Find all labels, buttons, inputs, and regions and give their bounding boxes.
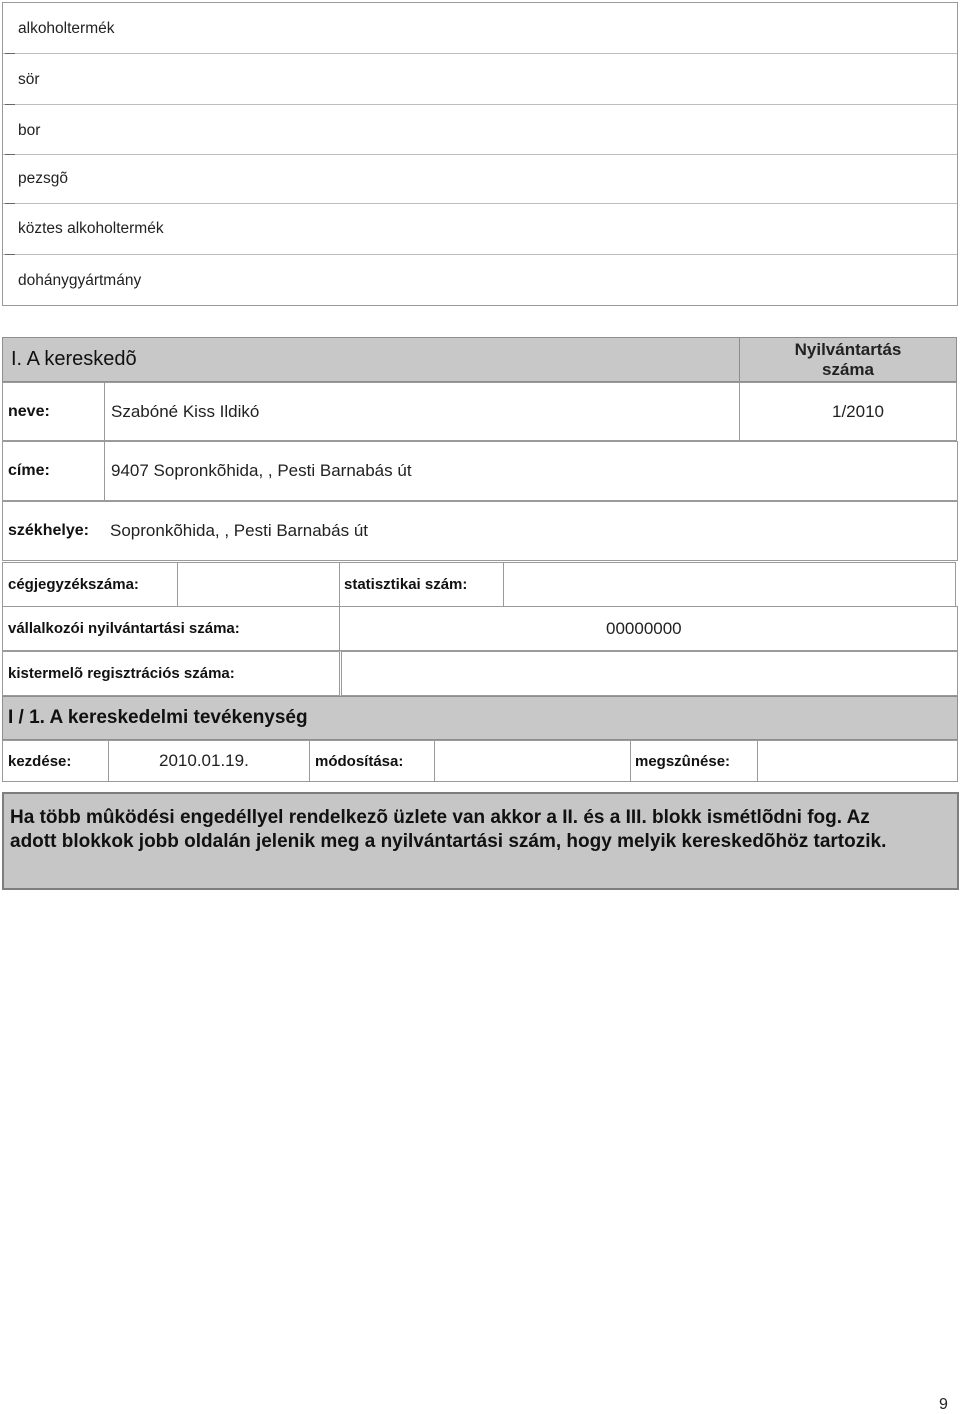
smallproducer-label-cell bbox=[2, 651, 340, 696]
stat-label-cell bbox=[339, 562, 504, 607]
merchant-section-header bbox=[2, 337, 740, 382]
divider bbox=[5, 203, 15, 204]
divider bbox=[5, 254, 15, 255]
list-item bbox=[3, 54, 957, 105]
registration-header bbox=[739, 337, 957, 382]
stat-label: statisztikai szám: bbox=[344, 576, 468, 593]
list-item bbox=[3, 105, 957, 155]
smallproducer-value-cell bbox=[339, 651, 958, 696]
divider bbox=[5, 104, 15, 105]
page-number: 9 bbox=[939, 1396, 948, 1413]
start-label: kezdése: bbox=[8, 752, 72, 770]
end-label-cell bbox=[630, 740, 758, 782]
start-label-cell bbox=[2, 740, 109, 782]
note-box bbox=[2, 792, 959, 890]
divider bbox=[5, 53, 15, 54]
list-item bbox=[3, 204, 957, 255]
name-value: Szabóné Kiss Ildikó bbox=[111, 401, 260, 421]
list-item bbox=[3, 3, 957, 54]
divider bbox=[5, 154, 15, 155]
company-reg-value-cell bbox=[177, 562, 340, 607]
product-list bbox=[2, 2, 958, 306]
product-label: alkoholtermék bbox=[18, 20, 115, 37]
company-reg-label: cégjegyzékszáma: bbox=[8, 576, 139, 593]
company-reg-label-cell bbox=[2, 562, 178, 607]
end-label: megszûnése: bbox=[635, 752, 731, 770]
name-label-cell bbox=[2, 382, 105, 441]
product-label: pezsgõ bbox=[18, 170, 68, 187]
product-label: bor bbox=[18, 122, 41, 139]
address-value: 9407 Sopronkõhida, , Pesti Barnabás út bbox=[111, 461, 412, 480]
registration-header-label: Nyilvántartás száma bbox=[794, 339, 902, 379]
name-value-cell bbox=[104, 382, 740, 441]
list-item bbox=[3, 155, 957, 204]
registration-value: 1/2010 bbox=[832, 401, 884, 421]
activity-section-header bbox=[2, 696, 958, 740]
smallproducer-label: kistermelõ regisztrációs száma: bbox=[8, 665, 235, 682]
merchant-section-title: I. A kereskedõ bbox=[11, 348, 137, 370]
entrepreneur-value-cell bbox=[339, 606, 958, 651]
list-item bbox=[3, 255, 957, 305]
modified-label-cell bbox=[309, 740, 435, 782]
start-value-cell bbox=[108, 740, 310, 782]
product-label: sör bbox=[18, 71, 40, 88]
entrepreneur-value: 00000000 bbox=[606, 618, 682, 638]
address-label-cell bbox=[2, 441, 105, 501]
registration-value-cell bbox=[739, 382, 957, 441]
seat-value: Sopronkõhida, , Pesti Barnabás út bbox=[110, 521, 368, 540]
start-value: 2010.01.19. bbox=[159, 751, 249, 770]
entrepreneur-label-cell bbox=[2, 606, 340, 651]
seat-label: székhelye: bbox=[8, 522, 89, 539]
seat-row bbox=[2, 501, 958, 561]
address-value-cell bbox=[104, 441, 958, 501]
note-text: Ha több mûködési engedéllyel rendelkezõ üzlete van akkor a II. és a III. blokk ismétlõdni fog. Az adott blokkok jobb oldalán jelenik meg a nyilvántartási szám, hogy melyik kereskedõhöz tartozik. bbox=[10, 807, 887, 852]
address-label: címe: bbox=[8, 462, 50, 479]
activity-section-title: I / 1. A kereskedelmi tevékenység bbox=[8, 707, 308, 728]
modified-value-cell bbox=[434, 740, 631, 782]
modified-label: módosítása: bbox=[315, 752, 404, 770]
name-label: neve: bbox=[8, 402, 50, 420]
stat-value-cell bbox=[503, 562, 956, 607]
product-label: dohánygyártmány bbox=[18, 272, 142, 289]
end-value-cell bbox=[757, 740, 958, 782]
entrepreneur-label: vállalkozói nyilvántartási száma: bbox=[8, 620, 240, 637]
product-label: köztes alkoholtermék bbox=[18, 220, 164, 237]
